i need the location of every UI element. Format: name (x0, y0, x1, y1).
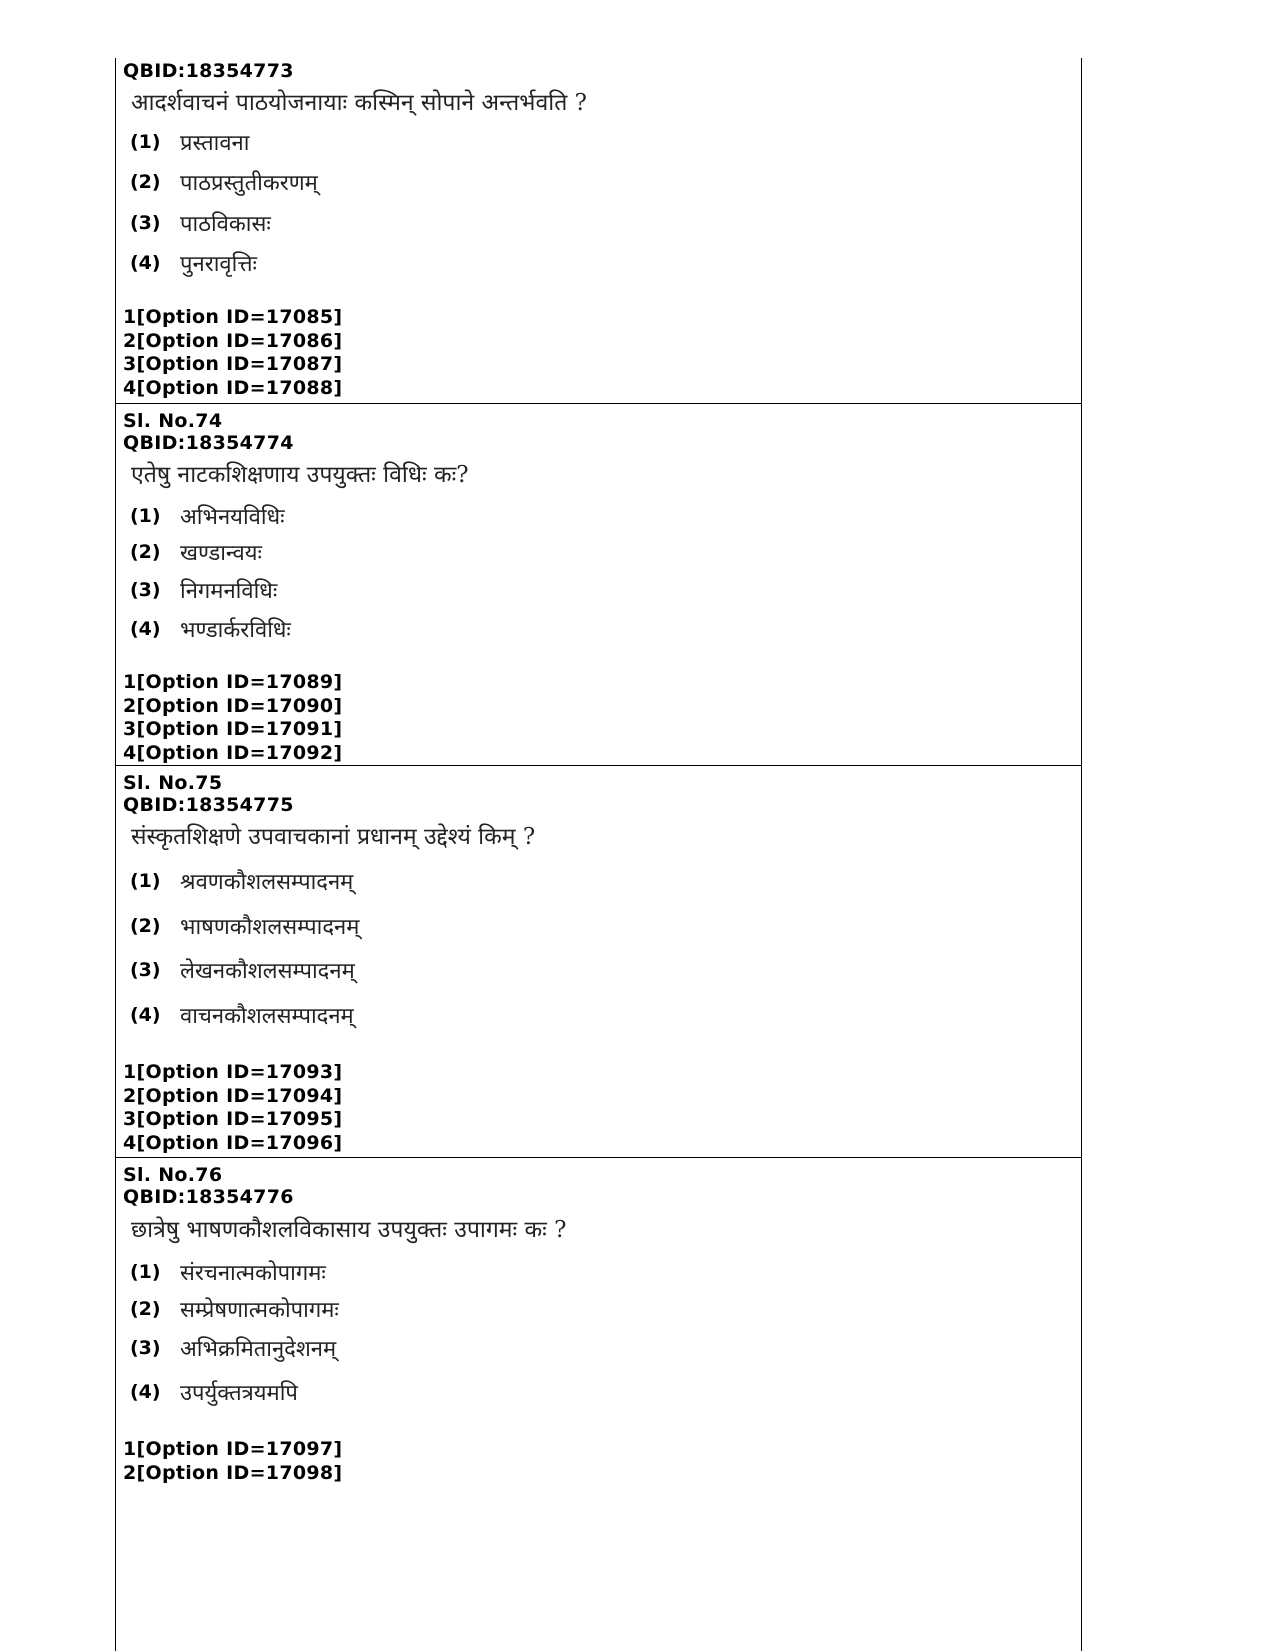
option-4 (130, 1000, 354, 1030)
option-id-list (123, 1061, 342, 1155)
option-1 (130, 127, 249, 157)
qbid-label: QBID:18354775 (123, 794, 294, 816)
question-block-75 (116, 765, 1081, 1158)
question-block-73 (116, 58, 1081, 424)
option-number: (3) (130, 959, 161, 981)
option-1 (130, 501, 285, 531)
option-4 (130, 248, 257, 278)
option-1 (130, 1257, 326, 1287)
option-number: (4) (130, 252, 161, 274)
qbid-label: QBID:18354776 (123, 1186, 294, 1208)
question-text: एतेषु नाटकशिक्षणाय उपयुक्तः विधिः कः? (131, 462, 469, 488)
option-id: 2[Option ID=17094] (123, 1084, 343, 1107)
serial-number: Sl. No.74 (123, 410, 223, 432)
option-3 (130, 1333, 336, 1363)
option-id: 4[Option ID=17088] (123, 376, 343, 399)
option-1 (130, 866, 353, 896)
qbid-label: QBID:18354774 (123, 432, 294, 454)
option-text: सम्प्रेषणात्मकोपागमः (180, 1298, 339, 1323)
qbid-label: QBID:18354773 (123, 60, 294, 82)
question-text: छात्रेषु भाषणकौशलविकासाय उपयुक्तः उपागमः कः ? (131, 1217, 567, 1243)
option-2 (130, 167, 318, 197)
option-id-list (123, 671, 342, 765)
option-text: पुनरावृत्तिः (180, 252, 257, 277)
option-number: (1) (130, 131, 161, 153)
option-number: (4) (130, 1004, 161, 1026)
option-number: (3) (130, 212, 161, 234)
question-sheet (115, 58, 1082, 1651)
option-number: (2) (130, 171, 161, 193)
option-text: पाठविकासः (180, 212, 271, 237)
option-text: संरचनात्मकोपागमः (180, 1261, 326, 1286)
option-2 (130, 911, 359, 941)
question-block-76 (116, 1157, 1081, 1651)
option-text: अभिक्रमितानुदेशनम् (180, 1337, 337, 1362)
option-3 (130, 575, 277, 605)
option-text: वाचनकौशलसम्पादनम् (180, 1004, 354, 1029)
question-block-74 (116, 403, 1081, 766)
serial-number: Sl. No.75 (123, 772, 223, 794)
option-text: पाठप्रस्तुतीकरणम् (180, 171, 318, 196)
option-text: भण्डार्करविधिः (180, 618, 291, 643)
question-text: संस्कृतशिक्षणे उपवाचकानां प्रधानम् उद्देश्यं किम् ? (131, 824, 536, 850)
option-number: (2) (130, 1298, 161, 1320)
option-3 (130, 208, 271, 238)
option-number: (2) (130, 915, 161, 937)
option-text: श्रवणकौशलसम्पादनम् (180, 870, 354, 895)
option-number: (4) (130, 618, 161, 640)
option-4 (130, 1377, 298, 1407)
option-id: 4[Option ID=17092] (123, 741, 343, 764)
option-number: (1) (130, 1261, 161, 1283)
option-id: 3[Option ID=17091] (123, 718, 343, 740)
question-text: आदर्शवाचनं पाठयोजनायाः कस्मिन् सोपाने अन्तर्भवति ? (131, 90, 587, 116)
option-id: 1[Option ID=17085] (123, 306, 343, 328)
option-id: 1[Option ID=17097] (123, 1438, 343, 1460)
option-id: 2[Option ID=17090] (123, 694, 343, 717)
option-text: अभिनयविधिः (180, 505, 285, 530)
option-id: 3[Option ID=17095] (123, 1108, 343, 1130)
option-text: खण्डान्वयः (180, 541, 262, 566)
option-id-list (123, 1438, 342, 1485)
option-4 (130, 614, 291, 644)
serial-number: Sl. No.76 (123, 1164, 223, 1186)
option-id: 4[Option ID=17096] (123, 1131, 343, 1154)
option-text: भाषणकौशलसम्पादनम् (180, 915, 360, 940)
option-text: निगमनविधिः (180, 579, 278, 604)
option-text: प्रस्तावना (180, 131, 250, 156)
option-id-list (123, 306, 342, 400)
option-number: (1) (130, 870, 161, 892)
option-2 (130, 1294, 339, 1324)
option-text: लेखनकौशलसम्पादनम् (180, 959, 355, 984)
option-number: (1) (130, 505, 161, 527)
option-id: 1[Option ID=17093] (123, 1061, 343, 1083)
option-id: 2[Option ID=17086] (123, 329, 343, 352)
option-number: (3) (130, 1337, 161, 1359)
option-3 (130, 955, 355, 985)
option-number: (3) (130, 579, 161, 601)
option-number: (2) (130, 541, 161, 563)
option-number: (4) (130, 1381, 161, 1403)
option-2 (130, 537, 262, 567)
option-id: 3[Option ID=17087] (123, 353, 343, 375)
option-id: 1[Option ID=17089] (123, 671, 343, 693)
option-text: उपर्युक्तत्रयमपि (180, 1381, 298, 1406)
option-id: 2[Option ID=17098] (123, 1461, 343, 1484)
